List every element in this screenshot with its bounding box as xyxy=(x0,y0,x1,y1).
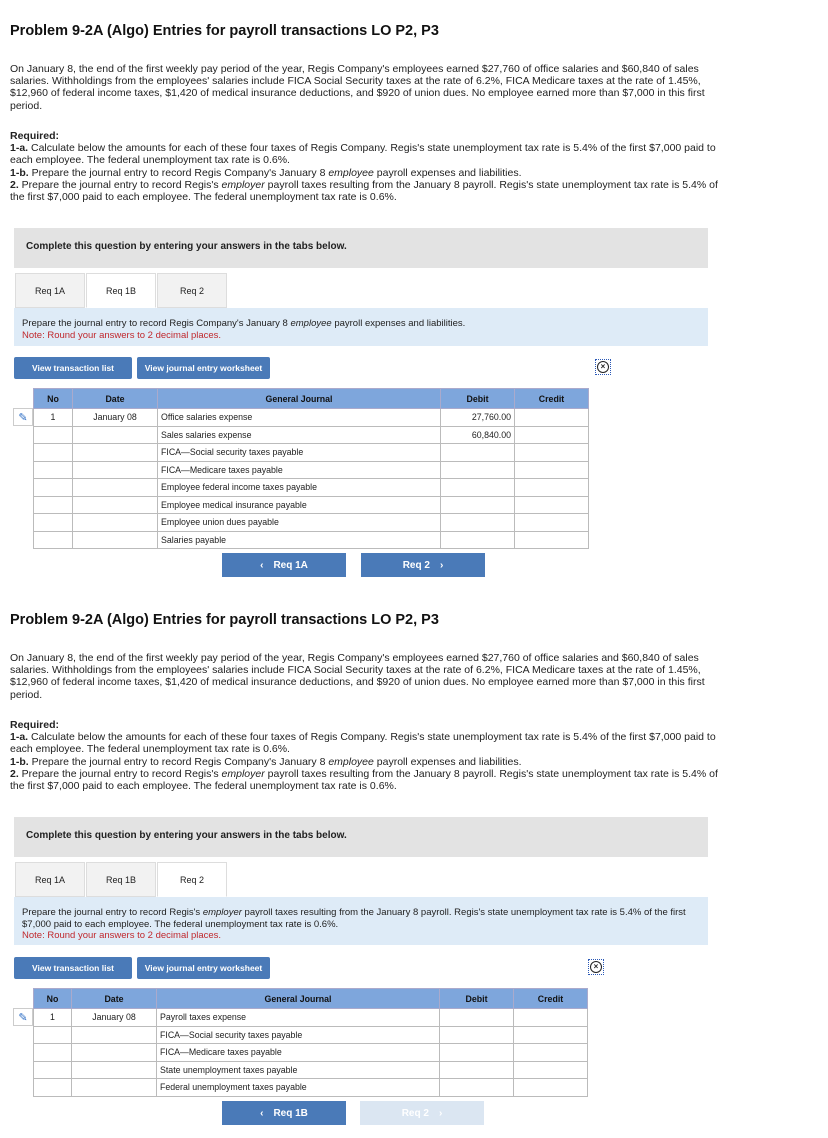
req1b-text-end: payroll expenses and liabilities. xyxy=(373,166,522,179)
account-cell[interactable]: Office salaries expense xyxy=(158,409,441,427)
table-row xyxy=(34,1079,588,1097)
entry-no xyxy=(34,514,73,532)
debit-cell[interactable] xyxy=(441,444,515,462)
table-row xyxy=(34,1061,588,1079)
entry-date xyxy=(72,1044,157,1062)
col-date: Date xyxy=(73,389,158,409)
chevron-right-icon: › xyxy=(439,559,444,571)
problem-title: Problem 9-2A (Algo) Entries for payroll transactions LO P2, P3 xyxy=(10,23,439,39)
req1b-em: employee xyxy=(328,166,374,179)
round-note: Note: Round your answers to 2 decimal places. xyxy=(22,930,222,941)
account-cell[interactable]: FICA—Medicare taxes payable xyxy=(157,1044,440,1062)
tab-req-1[interactable]: Req 1B xyxy=(86,862,156,897)
req2-text: Prepare the journal entry to record Regis's xyxy=(18,767,222,780)
account-cell[interactable]: FICA—Medicare taxes payable xyxy=(158,461,441,479)
entry-no xyxy=(34,1026,72,1044)
req-tabs xyxy=(15,273,228,308)
debit-cell[interactable] xyxy=(441,514,515,532)
entry-no xyxy=(34,426,73,444)
col-general-journal: General Journal xyxy=(158,389,441,409)
complete-banner: Complete this question by entering your answers in the tabs below. xyxy=(14,817,708,857)
table-row xyxy=(34,479,589,497)
next-label: Req 2 xyxy=(401,1107,429,1119)
req1a-text: Calculate below the amounts for each of these four taxes of Regis Company. Regis's state unemployment tax rate is 5.4% of the first $7,000 paid to each employee. The federal unemployment tax rate is 0.6%. xyxy=(10,731,716,756)
req1b-text: Prepare the journal entry to record Regis Company's January 8 xyxy=(28,755,329,768)
account-cell[interactable]: Federal unemployment taxes payable xyxy=(157,1079,440,1097)
table-row xyxy=(34,444,589,462)
credit-cell[interactable] xyxy=(515,444,589,462)
view-transaction-list-button[interactable]: View transaction list xyxy=(14,957,132,979)
entry-no xyxy=(34,1044,72,1062)
entry-date: January 08 xyxy=(72,1009,157,1027)
prev-req-button[interactable] xyxy=(222,553,346,577)
req2-text-end: payroll taxes resulting from the January 8 payroll. Regis's state unemployment tax rate is 5.4% of the first $7,000 paid to each employee. The federal unemployment tax rate is 0.6%. xyxy=(10,178,718,204)
col-general-journal: General Journal xyxy=(157,989,440,1009)
credit-cell[interactable] xyxy=(514,1061,588,1079)
table-row xyxy=(34,461,589,479)
req1a-label: 1-a. xyxy=(10,731,29,744)
entry-date xyxy=(73,514,158,532)
col-debit: Debit xyxy=(440,989,514,1009)
table-row xyxy=(34,1026,588,1044)
debit-cell[interactable] xyxy=(440,1044,514,1062)
required-label: Required: xyxy=(10,130,60,142)
req2-label: 2. xyxy=(10,767,19,780)
credit-cell[interactable] xyxy=(515,496,589,514)
instructions xyxy=(14,308,708,346)
req2-text: Prepare the journal entry to record Regis's xyxy=(18,178,222,191)
account-cell[interactable]: Payroll taxes expense xyxy=(157,1009,440,1027)
credit-cell[interactable] xyxy=(514,1026,588,1044)
debit-cell[interactable] xyxy=(440,1026,514,1044)
table-row xyxy=(34,531,589,549)
req2-text-end: payroll taxes resulting from the January 8 payroll. Regis's state unemployment tax rate is 5.4% of the first $7,000 paid to each employee. The federal unemployment tax rate is 0.6%. xyxy=(10,767,718,793)
tab-req-2[interactable]: Req 2 xyxy=(157,273,227,308)
complete-banner: Complete this question by entering your answers in the tabs below. xyxy=(14,228,708,268)
col-credit: Credit xyxy=(514,989,588,1009)
problem-title: Problem 9-2A (Algo) Entries for payroll transactions LO P2, P3 xyxy=(10,612,439,628)
req1b-text-end: payroll expenses and liabilities. xyxy=(373,755,522,768)
account-cell[interactable]: FICA—Social security taxes payable xyxy=(157,1026,440,1044)
instr-em: employer xyxy=(202,907,242,918)
problem-intro: On January 8, the end of the first weekly pay period of the year, Regis Company's employees earned $27,760 of office salaries and $60,840 of sales salaries. Withholdings from the employees' salaries include FICA Social Security taxes at the rate of 6.2%, FICA Medicare taxes at the rate of 1.45%, $12,960 of federal income taxes, $1,420 of medical insurance deductions, and $920 of union dues. No employee earned more than $7,000 in this first period. xyxy=(10,63,705,112)
entry-date xyxy=(73,426,158,444)
req-tabs xyxy=(15,862,228,897)
clear-entry-icon[interactable]: × xyxy=(588,959,604,975)
credit-cell[interactable] xyxy=(515,426,589,444)
entry-no xyxy=(34,1061,72,1079)
view-transaction-list-button[interactable]: View transaction list xyxy=(14,357,132,379)
tab-req-2[interactable]: Req 2 xyxy=(157,862,227,897)
edit-pencil-icon[interactable]: ✎ xyxy=(13,1008,33,1026)
next-label: Req 2 xyxy=(402,559,430,571)
prev-req-button[interactable] xyxy=(222,1101,346,1125)
round-note: Note: Round your answers to 2 decimal places. xyxy=(22,329,222,341)
col-credit: Credit xyxy=(515,389,589,409)
credit-cell[interactable] xyxy=(515,409,589,427)
entry-no: 1 xyxy=(34,409,73,427)
requirements xyxy=(10,130,725,203)
edit-pencil-icon[interactable]: ✎ xyxy=(13,408,33,426)
col-no: No xyxy=(34,989,72,1009)
chevron-right-icon: › xyxy=(438,1107,443,1119)
account-cell[interactable]: Sales salaries expense xyxy=(158,426,441,444)
account-cell[interactable]: Salaries payable xyxy=(158,531,441,549)
table-row xyxy=(34,426,589,444)
problem-intro: On January 8, the end of the first weekly pay period of the year, Regis Company's employees earned $27,760 of office salaries and $60,840 of sales salaries. Withholdings from the employees' salaries include FICA Social Security taxes at the rate of 6.2%, FICA Medicare taxes at the rate of 1.45%, $12,960 of federal income taxes, $1,420 of medical insurance deductions, and $920 of union dues. No employee earned more than $7,000 in this first period. xyxy=(10,652,705,701)
chevron-left-icon: ‹ xyxy=(260,559,264,571)
journal-table xyxy=(33,988,588,1097)
entry-no xyxy=(34,479,73,497)
view-journal-worksheet-button[interactable]: View journal entry worksheet xyxy=(137,357,270,379)
col-date: Date xyxy=(72,989,157,1009)
entry-date: January 08 xyxy=(73,409,158,427)
debit-cell[interactable] xyxy=(441,531,515,549)
table-row xyxy=(34,409,589,427)
entry-no xyxy=(34,461,73,479)
debit-cell[interactable]: 60,840.00 xyxy=(441,426,515,444)
entry-date xyxy=(72,1061,157,1079)
instr-text-end: payroll taxes resulting from the January 8 payroll. Regis's state unemployment tax rate is 5.4% of the first $7,000 paid to each employee. The federal unemployment tax rate is 0.6%. xyxy=(22,907,686,930)
account-cell[interactable]: Employee union dues payable xyxy=(158,514,441,532)
required-label: Required: xyxy=(10,719,60,731)
entry-date xyxy=(73,461,158,479)
credit-cell[interactable] xyxy=(515,461,589,479)
req1b-label: 1-b. xyxy=(10,166,29,179)
debit-cell[interactable] xyxy=(440,1009,514,1027)
prev-label: Req 1B xyxy=(273,1107,308,1119)
req2-em: employer xyxy=(221,178,265,191)
entry-no: 1 xyxy=(34,1009,72,1027)
credit-cell[interactable] xyxy=(515,531,589,549)
credit-cell[interactable] xyxy=(514,1079,588,1097)
chevron-left-icon: ‹ xyxy=(260,1107,264,1119)
debit-cell[interactable] xyxy=(440,1061,514,1079)
table-row xyxy=(34,514,589,532)
instr-em: employee xyxy=(290,318,332,329)
requirements xyxy=(10,719,725,792)
next-req-button[interactable] xyxy=(361,553,485,577)
entry-date xyxy=(72,1079,157,1097)
entry-date xyxy=(73,444,158,462)
entry-date xyxy=(72,1026,157,1044)
credit-cell[interactable] xyxy=(514,1044,588,1062)
view-journal-worksheet-button[interactable]: View journal entry worksheet xyxy=(137,957,270,979)
entry-no xyxy=(34,444,73,462)
debit-cell[interactable] xyxy=(440,1079,514,1097)
tab-req-0[interactable]: Req 1A xyxy=(15,862,85,897)
req2-em: employer xyxy=(221,767,265,780)
credit-cell[interactable] xyxy=(515,479,589,497)
req1a-text: Calculate below the amounts for each of these four taxes of Regis Company. Regis's state unemployment tax rate is 5.4% of the first $7,000 paid to each employee. The federal unemployment tax rate is 0.6%. xyxy=(10,142,716,167)
instr-text-end: payroll expenses and liabilities. xyxy=(331,318,466,329)
req2-label: 2. xyxy=(10,178,19,191)
table-row xyxy=(34,1044,588,1062)
debit-cell[interactable] xyxy=(441,461,515,479)
entry-date xyxy=(73,531,158,549)
tab-req-0[interactable]: Req 1A xyxy=(15,273,85,308)
debit-cell[interactable]: 27,760.00 xyxy=(441,409,515,427)
credit-cell[interactable] xyxy=(514,1009,588,1027)
entry-date xyxy=(73,496,158,514)
account-cell[interactable]: State unemployment taxes payable xyxy=(157,1061,440,1079)
next-req-button xyxy=(360,1101,484,1125)
req1b-em: employee xyxy=(328,755,374,768)
req1a-label: 1-a. xyxy=(10,142,29,155)
instr-text: Prepare the journal entry to record Regis's xyxy=(22,907,203,918)
account-cell[interactable]: FICA—Social security taxes payable xyxy=(158,444,441,462)
debit-cell[interactable] xyxy=(441,496,515,514)
req1b-text: Prepare the journal entry to record Regis Company's January 8 xyxy=(28,166,329,179)
entry-date xyxy=(73,479,158,497)
account-cell[interactable]: Employee medical insurance payable xyxy=(158,496,441,514)
debit-cell[interactable] xyxy=(441,479,515,497)
credit-cell[interactable] xyxy=(515,514,589,532)
table-row xyxy=(34,496,589,514)
entry-no xyxy=(34,1079,72,1097)
entry-no xyxy=(34,496,73,514)
journal-table xyxy=(33,388,589,549)
account-cell[interactable]: Employee federal income taxes payable xyxy=(158,479,441,497)
table-row xyxy=(34,1009,588,1027)
tab-req-1[interactable]: Req 1B xyxy=(86,273,156,308)
instructions xyxy=(14,897,708,945)
col-no: No xyxy=(34,389,73,409)
prev-label: Req 1A xyxy=(273,559,308,571)
col-debit: Debit xyxy=(441,389,515,409)
instr-text: Prepare the journal entry to record Regis Company's January 8 xyxy=(22,318,291,329)
clear-entry-icon[interactable]: × xyxy=(595,359,611,375)
entry-no xyxy=(34,531,73,549)
req1b-label: 1-b. xyxy=(10,755,29,768)
